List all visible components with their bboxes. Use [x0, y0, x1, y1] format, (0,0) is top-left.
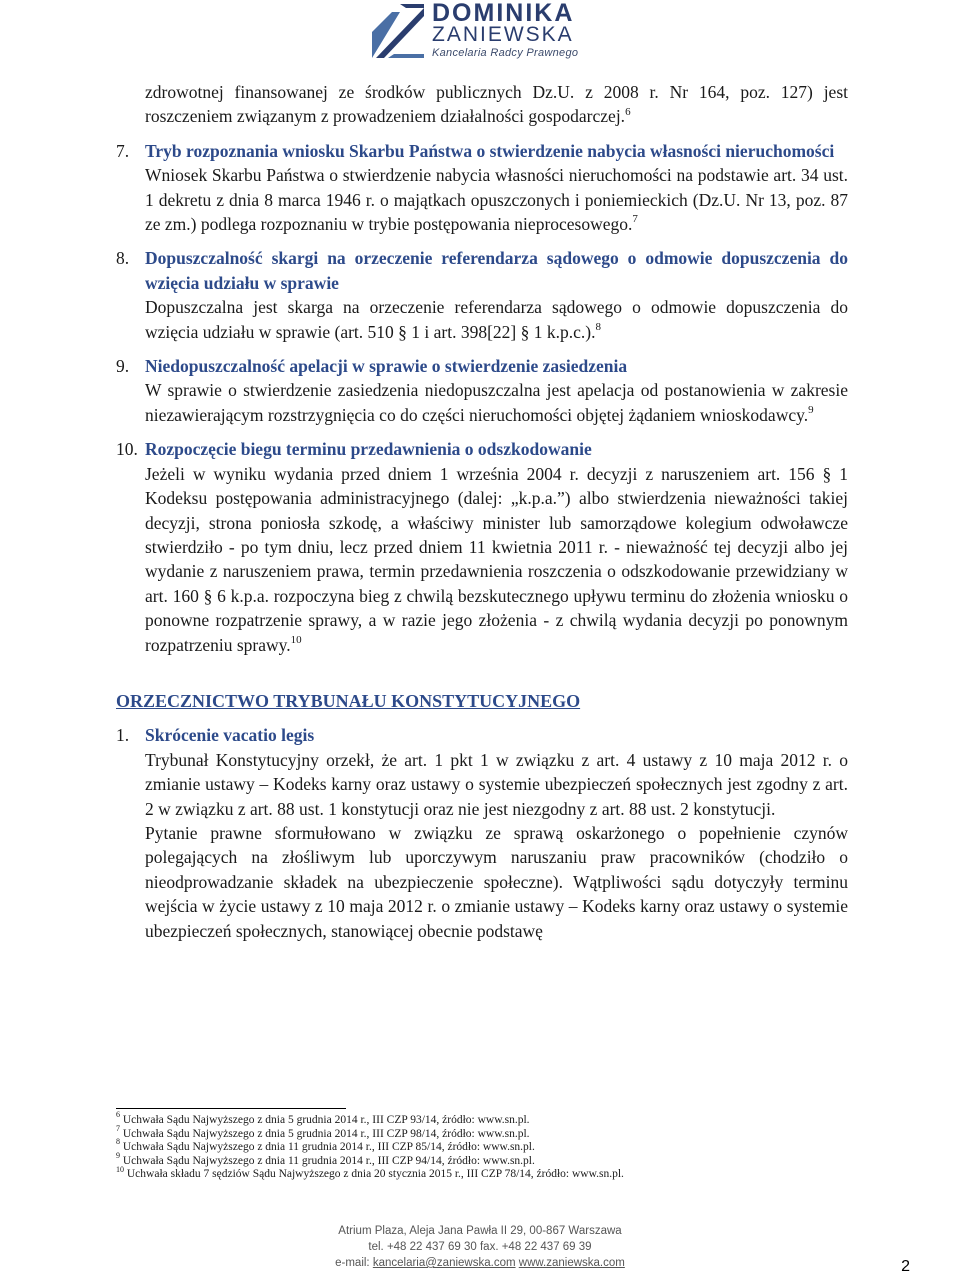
footnote-10: $^{10}$ Uchwała składu 7 sędziów Sądu Najwyższego z dnia 20 stycznia 2015 r., III CZP 78/14, źródło: www.sn.pl.: [116, 1164, 624, 1181]
item-heading: Skrócenie vacatio legis: [145, 725, 315, 746]
footnote-ref-10: 10: [290, 633, 302, 646]
document-body: [116, 80, 848, 943]
footer-email-link[interactable]: kancelaria@zaniewska.com: [372, 1257, 516, 1269]
ruling-item-8: [116, 246, 848, 344]
item-paragraph-1: Trybunał Konstytucyjny orzekł, że art. 1 pkt 1 w związku z art. 4 ustawy z 10 maja 2012 r. o zmianie ustawy – Kodeks karny oraz ustawy o systemie ubezpieczeń społecznych jest zgodny z art. 2 w związku z art. 88 ust. 1 konstytucji oraz nie jest niezgodny z art. 88 ust. 2 konstytucji.: [145, 749, 848, 819]
footer-address: Atrium Plaza, Aleja Jana Pawła II 29, 00-867 Warszawa: [338, 1225, 622, 1237]
ruling-item-10: [116, 437, 848, 657]
logo-mark-icon: [370, 2, 426, 60]
item-heading: Tryb rozpoznania wniosku Skarbu Państwa o stwierdzenie nabycia własności nieruchomości: [145, 140, 835, 161]
item-number: 7.: [116, 140, 130, 161]
ruling-item-7: [116, 139, 848, 237]
footnotes: [116, 1108, 848, 1182]
footnote-ref-7: 7: [632, 213, 638, 226]
item-body: Dopuszczalna jest skarga na orzeczenie referendarza sądowego o odmowie dopuszczenia do wzięcia udziału w sprawie (art. 510 § 1 i art. 398[22] § 1 k.p.c.).$^8$: [145, 297, 848, 342]
item-paragraph-2: Pytanie prawne sformułowano w związku ze sprawą oskarżonego o popełnienie czynów polegających na złośliwym lub uporczywym naruszaniu praw pracowników (chodziło o nieodprowadzanie składek na ubezpieczenie społeczne). Wątpliwości sądu dotyczyły terminu wejścia w życie ustawy z 10 maja 2012 r. o zmianie ustawy – Kodeks karny oraz ustawy o systemie ubezpieczeń społecznych, stanowiącej obecnie podstawę: [145, 822, 848, 941]
tribunal-item-1: [116, 723, 848, 943]
item-heading: Rozpoczęcie biegu terminu przedawnienia o odszkodowanie: [145, 439, 592, 460]
section-title: ORZECZNICTWO TRYBUNAŁU KONSTYTUCYJNEGO: [116, 690, 581, 711]
item-number: 10.: [116, 439, 138, 460]
item-body: Wniosek Skarbu Państwa o stwierdzenie nabycia własności nieruchomości na podstawie art. 34 ust. 1 dekretu z dnia 8 marca 1946 r. o majątkach opuszczonych i poniemieckich (Dz.U. Nr 13, poz. 87 ze zm.) podlega rozpoznaniu w trybie postępowania nieprocesowego.$^7$: [145, 165, 848, 235]
item-number: 9.: [116, 356, 130, 377]
header-logo: [370, 0, 610, 62]
logo-tagline: Kancelaria Radcy Prawnego: [432, 47, 579, 59]
footer-phone: tel. +48 22 437 69 30 fax. +48 22 437 69 39: [368, 1241, 592, 1253]
footnote-ref-8: 8: [595, 320, 601, 333]
footnote-7: $^7$ Uchwała Sądu Najwyższego z dnia 5 grudnia 2014 r., III CZP 98/14, źródło: www.sn.pl.: [116, 1123, 530, 1140]
footnote-9: $^9$ Uchwała Sądu Najwyższego z dnia 11 grudnia 2014 r., III CZP 94/14, źródło: www.sn.pl.: [116, 1150, 535, 1167]
item-number: 1.: [116, 725, 130, 746]
item-number: 8.: [116, 248, 130, 269]
footnote-6: $^6$ Uchwała Sądu Najwyższego z dnia 5 grudnia 2014 r., III CZP 93/14, źródło: www.sn.pl.: [116, 1110, 530, 1126]
page-number: 2: [901, 1258, 910, 1275]
intro-paragraph: zdrowotnej finansowanej ze środków publicznych Dz.U. z 2008 r. Nr 164, poz. 127) jest roszczeniem związanym z prowadzeniem działalności gospodarczej.$^6$: [145, 82, 848, 127]
footnote-ref-6: 6: [625, 105, 631, 118]
page-footer: [0, 1223, 960, 1271]
item-heading: Dopuszczalność skargi na orzeczenie referendarza sądowego o odmowie dopuszczenia do wzięcia udziału w sprawie: [145, 248, 848, 293]
footer-website-link[interactable]: www.zaniewska.com: [518, 1257, 625, 1269]
footnote-divider: [116, 1108, 346, 1109]
logo-name-first: DOMINIKA: [432, 0, 575, 27]
logo-name-last: ZANIEWSKA: [432, 23, 574, 46]
footer-contact: e-mail: kancelaria@zaniewska.com www.zaniewska.com: [335, 1257, 625, 1269]
footnote-ref-9: 9: [808, 404, 814, 417]
ruling-item-9: [116, 354, 848, 427]
item-body: W sprawie o stwierdzenie zasiedzenia niedopuszczalna jest apelacja od postanowienia w zakresie niezawierającym rozstrzygnięcia co do części nieruchomości objętej żądaniem wnioskodawcy.$^9$: [145, 380, 848, 425]
item-heading: Niedopuszczalność apelacji w sprawie o stwierdzenie zasiedzenia: [145, 356, 628, 377]
item-body: Jeżeli w wyniku wydania przed dniem 1 września 2004 r. decyzji z naruszeniem art. 156 § 1 Kodeksu postępowania administracyjnego (dalej: „k.p.a.”) albo stwierdzenia nieważności takiej decyzji, strona poniosła szkodę, a właściwy minister lub samorządowe kolegium odwoławcze stwierdziło - po tym dniu, lecz przed dniem 11 kwietnia 2011 r. - nieważność tej decyzji albo jej wydanie z naruszeniem prawa, termin przedawnienia roszczenia o odszkodowanie przewidziany w art. 160 § 6 k.p.a. rozpoczyna bieg z chwilą bezskutecznego upływu terminu do złożenia wniosku o ponowne rozpatrzenie sprawy, a w razie jego złożenia - z chwilą wydania decyzji po ponownym rozpatrzeniu sprawy.$^{10}$: [145, 463, 848, 655]
footnote-8: $^8$ Uchwała Sądu Najwyższego z dnia 11 grudnia 2014 r., III CZP 85/14, źródło: www.sn.pl.: [116, 1137, 535, 1154]
